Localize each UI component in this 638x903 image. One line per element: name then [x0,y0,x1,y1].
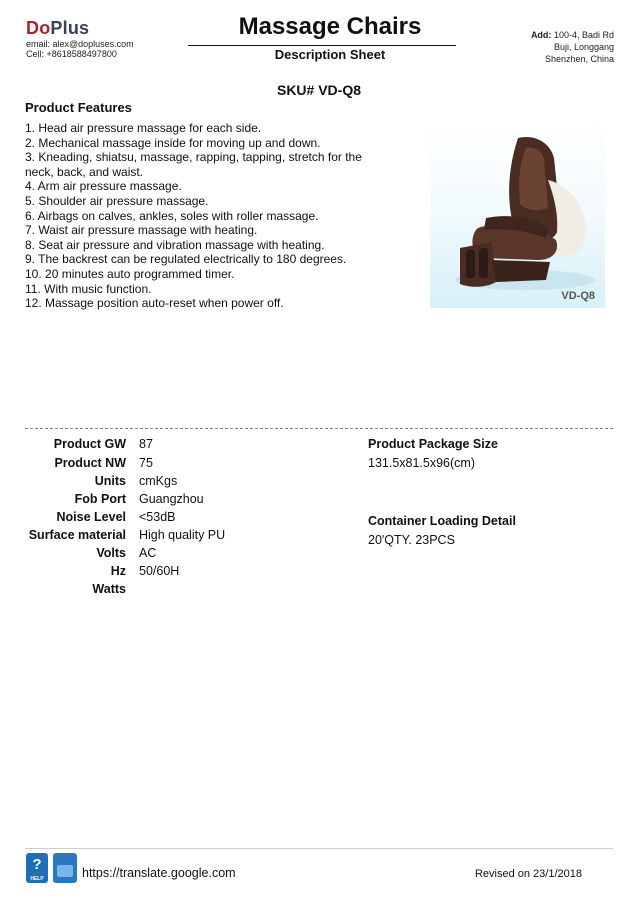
massage-chair-illustration [430,120,605,308]
spec-value-fob-port: Guangzhou [139,492,204,506]
spec-value-surface: High quality PU [139,528,226,542]
photo-model-label: VD-Q8 [561,290,595,302]
spec-label-surface: Surface material [28,528,126,542]
feature-item: 10. 20 minutes auto programmed timer. [25,266,235,281]
sku-title: SKU# VD-Q8 [276,82,362,98]
spec-value-gw: 87 [139,437,153,451]
spec-value-nw: 75 [139,456,153,470]
feature-item: 9. The backrest can be regulated electrically to 180 degrees. [25,252,347,267]
translate-icon[interactable] [53,853,77,883]
spec-label-hz: Hz [110,564,126,578]
container-loading-heading: Container Loading Detail [368,514,516,528]
feature-item: 11. With music function. [25,281,152,296]
logo-do: Do [26,18,51,38]
spec-label-watts: Watts [92,582,126,596]
features-heading: Product Features [25,100,132,115]
spec-label-volts: Volts [96,546,126,560]
help-icon[interactable] [26,853,48,883]
spec-label-fob-port: Fob Port [74,492,126,506]
features-list [25,121,395,311]
company-logo [26,18,89,39]
address-line-1: 100-4, Badi Rd [553,30,614,40]
spec-value-volts: AC [139,546,157,560]
package-size-value: 131.5x81.5x96(cm) [368,456,476,470]
contact-cell: Cell: +8618588497800 [26,49,117,59]
feature-item: 1. Head air pressure massage for each side. [25,121,262,135]
package-size-heading: Product Package Size [368,437,498,451]
container-loading-value: 20'QTY. 23PCS [368,533,455,547]
title-underline [188,45,456,46]
spec-label-units: Units [94,474,126,488]
contact-email: email: alex@dopluses.com [26,39,134,49]
logo-plus: Plus [50,18,90,38]
help-icon-caption: HELP [30,876,44,882]
spec-label-noise: Noise Level [56,510,126,524]
feature-item: 6. Airbags on calves, ankles, soles with roller massage. [25,208,319,223]
help-icon-glyph: ? [32,856,42,873]
spec-label-nw: Product NW [54,456,126,470]
translate-link[interactable]: https://translate.google.com [82,866,236,880]
feature-item: 5. Shoulder air pressure massage. [25,193,209,208]
spec-value-noise: <53dB [139,510,176,524]
feature-item: neck, back, and waist. [25,164,144,179]
spec-value-units: cmKgs [139,474,178,488]
section-divider [25,428,613,429]
feature-item: 4. Arm air pressure massage. [25,179,182,194]
feature-item: 3. Kneading, shiatsu, massage, rapping, tapping, stretch for the [25,150,362,165]
spec-value-hz: 50/60H [139,564,180,578]
page-title: Massage Chairs [238,13,422,40]
feature-item: 7. Waist air pressure massage with heating. [25,223,258,238]
page-subtitle: Description Sheet [274,47,386,62]
footer-divider [25,848,613,849]
company-address [531,29,614,65]
feature-item: 12. Massage position auto-reset when power off. [25,296,284,311]
revision-date: Revised on 23/1/2018 [474,868,582,880]
feature-item: 2. Mechanical massage inside for moving up and down. [25,135,321,150]
address-line-2: Buji, Longgang [553,42,614,52]
translate-icon-screen [57,865,73,877]
address-label: Add: [530,30,552,40]
address-line-3: Shenzhen, China [544,54,614,64]
spec-label-gw: Product GW [53,437,126,451]
feature-item: 8. Seat air pressure and vibration massage with heating. [25,237,325,252]
product-photo [430,120,605,308]
